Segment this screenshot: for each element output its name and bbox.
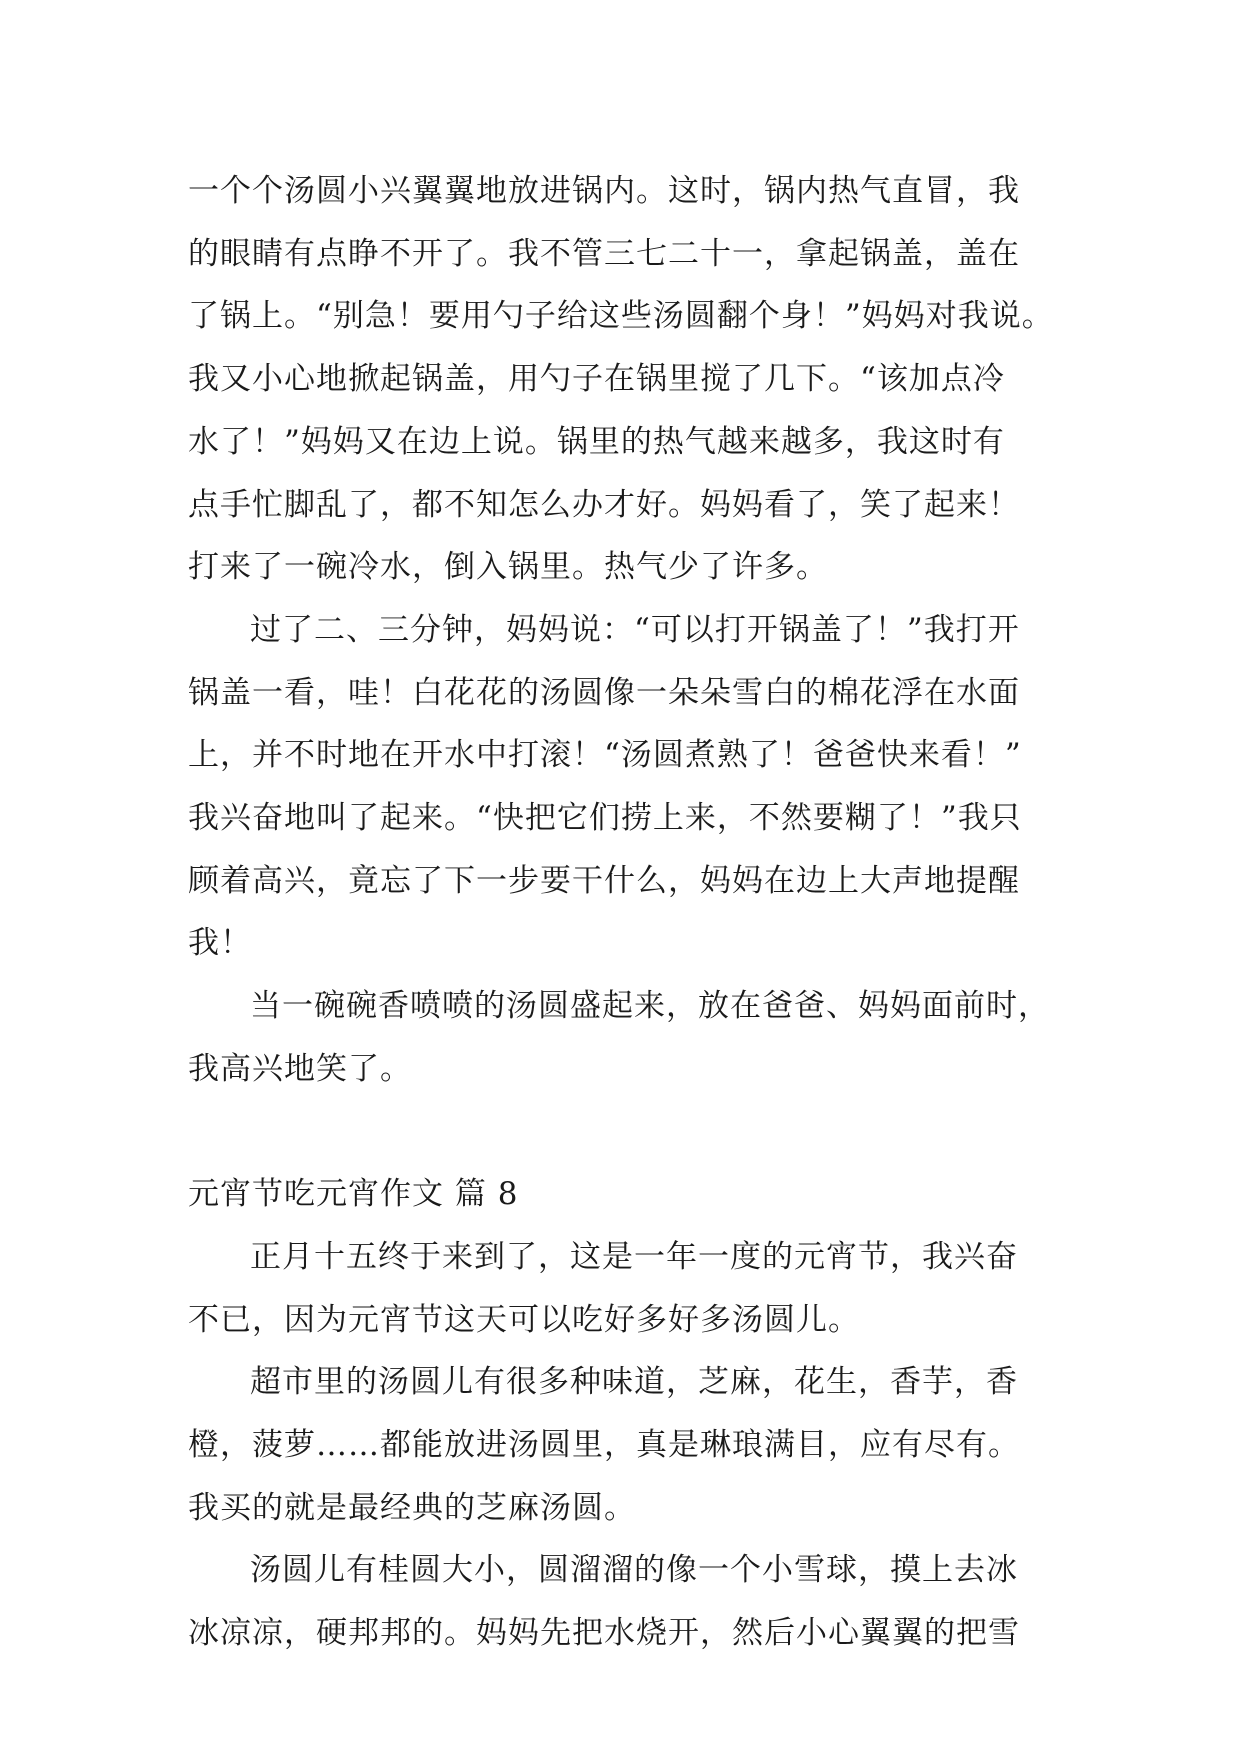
text-line: 我高兴地笑了。 [188,1050,412,1087]
text-line: 我兴奋地叫了起来。“快把它们捞上来，不然要糊了！”我只 [188,800,1022,837]
section-previous-essay [188,160,1068,1101]
paragraph [188,975,1068,1100]
text-line: 的眼睛有点睁不开了。我不管三七二十一，拿起锅盖，盖在 [188,235,1020,272]
text-line: 我！ [188,925,252,962]
text-line: 点手忙脚乱了，都不知怎么办才好。妈妈看了，笑了起来！ [188,486,1020,523]
section-title: 元宵节吃元宵作文 篇 8 [188,1176,519,1213]
text-line: 了锅上。“别急！要用勺子给这些汤圆翻个身！”妈妈对我说。 [188,298,1054,335]
text-line: 冰凉凉，硬邦邦的。妈妈先把水烧开，然后小心翼翼的把雪 [188,1615,1020,1652]
text-line: 锅盖一看，哇！白花花的汤圆像一朵朵雪白的棉花浮在水面 [188,674,1020,711]
paragraph [188,1539,1068,1664]
text-line: 顾着高兴，竟忘了下一步要干什么，妈妈在边上大声地提醒 [188,862,1020,899]
text-line: 汤圆儿有桂圆大小，圆溜溜的像一个小雪球，摸上去冰 [250,1552,1018,1589]
paragraph [188,160,1068,599]
text-line: 当一碗碗香喷喷的汤圆盛起来，放在爸爸、妈妈面前时， [250,988,1050,1025]
text-line: 我又小心地掀起锅盖，用勺子在锅里搅了几下。“该加点冷 [188,361,1005,398]
section-essay-8 [188,1226,1068,1665]
text-line: 一个个汤圆小兴翼翼地放进锅内。这时，锅内热气直冒，我 [188,173,1020,209]
text-line: 橙，菠萝……都能放进汤圆里，真是琳琅满目，应有尽有。 [188,1427,1020,1464]
text-line: 正月十五终于来到了，这是一年一度的元宵节，我兴奋 [250,1238,1018,1275]
text-line: 不已，因为元宵节这天可以吃好多好多汤圆儿。 [188,1301,860,1338]
text-line: 打来了一碗冷水，倒入锅里。热气少了许多。 [188,549,828,586]
paragraph [188,1351,1068,1539]
text-line: 过了二、三分钟，妈妈说：“可以打开锅盖了！”我打开 [250,611,1020,648]
text-line: 上，并不时地在开水中打滚！“汤圆煮熟了！爸爸快来看！” [188,737,1022,774]
text-line: 我买的就是最经典的芝麻汤圆。 [188,1489,636,1526]
section-spacer [188,1101,1068,1164]
text-line: 超市里的汤圆儿有很多种味道，芝麻，花生，香芋，香 [250,1364,1018,1401]
document-body [188,160,1068,1665]
text-line: 水了！”妈妈又在边上说。锅里的热气越来越多，我这时有 [188,423,1005,460]
paragraph [188,1226,1068,1351]
paragraph [188,599,1068,975]
